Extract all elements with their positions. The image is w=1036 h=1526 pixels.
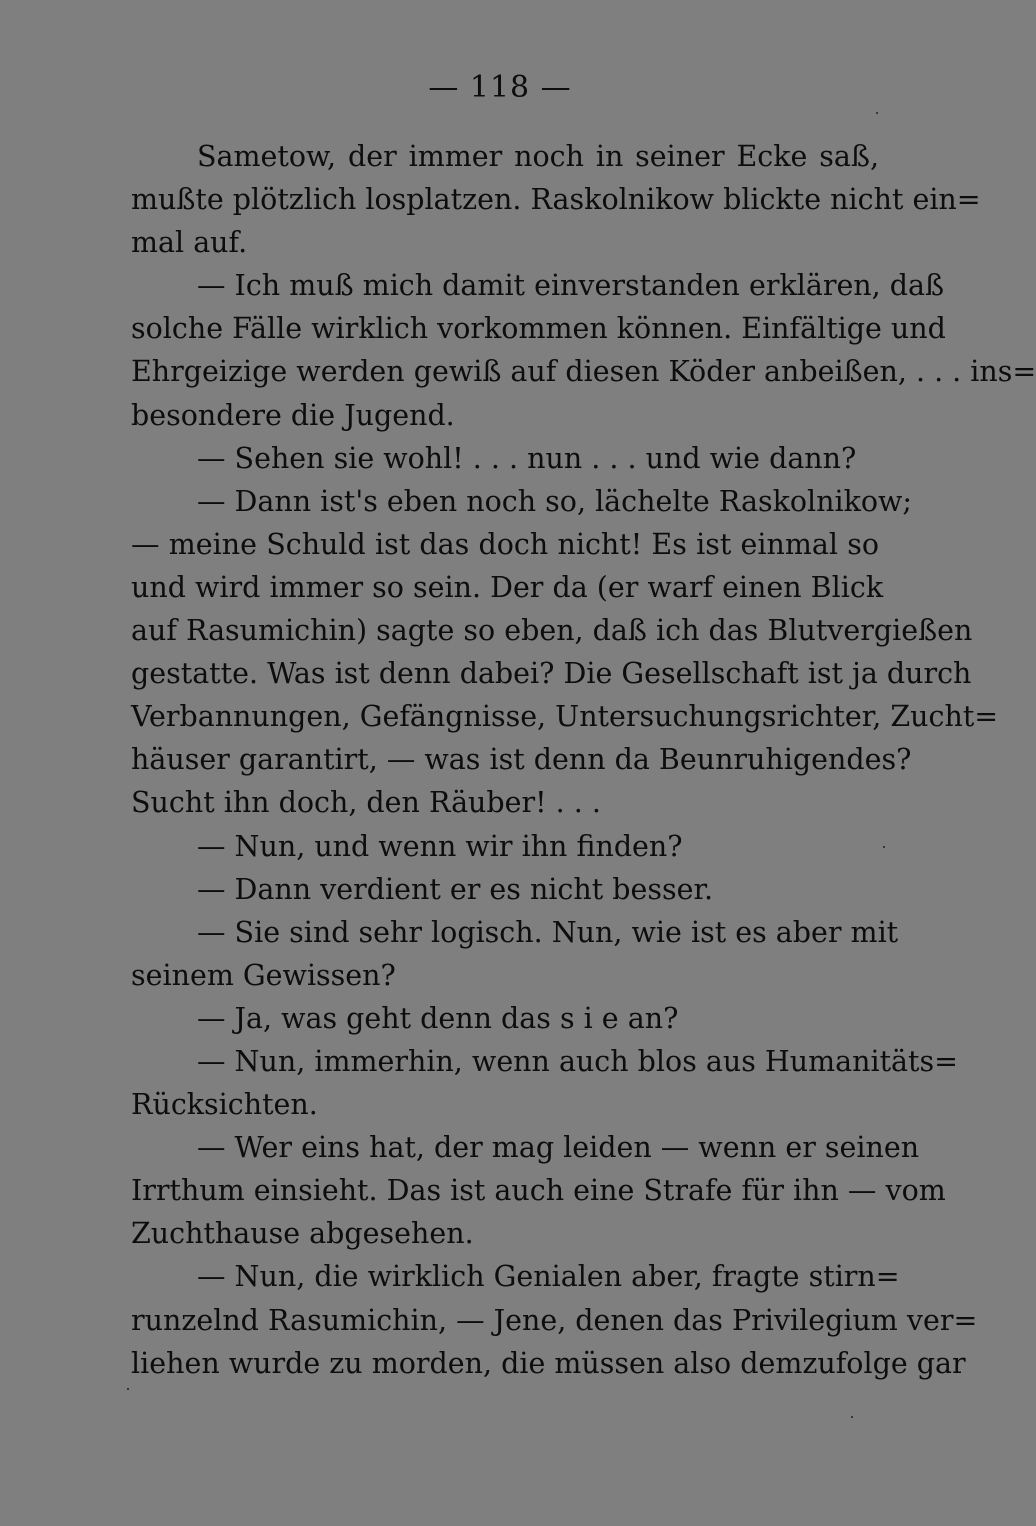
- text-line: — Wer eins hat, der mag leiden — wenn er seinen: [197, 1131, 920, 1165]
- text-line: Sucht ihn doch, den Räuber! . . .: [131, 786, 601, 820]
- text-line: Zuchthause abgesehen.: [131, 1217, 474, 1251]
- text-line: liehen wurde zu morden, die müssen also demzufolge gar: [131, 1346, 966, 1380]
- text-line: — Ja, was geht denn das s i e an?: [197, 1001, 679, 1035]
- text-line: Rücksichten.: [131, 1088, 318, 1122]
- text-line: auf Rasumichin) sagte so eben, daß ich das Blutvergießen: [131, 614, 973, 648]
- text-line: — Sie sind sehr logisch. Nun, wie ist es aber mit: [197, 915, 899, 949]
- text-line: besondere die Jugend.: [131, 398, 455, 432]
- text-line: seinem Gewissen?: [131, 958, 396, 992]
- text-line: Sametow, der immer noch in seiner Ecke saß,: [197, 140, 879, 173]
- text-line: — Sehen sie wohl! . . . nun . . . und wie dann?: [197, 441, 857, 475]
- text-line: — meine Schuld ist das doch nicht! Es ist einmal so: [131, 527, 879, 561]
- text-line: solche Fälle wirklich vorkommen können. Einfältige und: [131, 312, 946, 346]
- text-line: und wird immer so sein. Der da (er warf einen Blick: [131, 570, 884, 604]
- text-line: Ehrgeizige werden gewiß auf diesen Köder anbeißen, . . . ins=: [131, 355, 1036, 389]
- text-line: mal auf.: [131, 226, 248, 260]
- text-line: Verbannungen, Gefängnisse, Untersuchungsrichter, Zucht=: [131, 700, 999, 734]
- body-text: [131, 135, 1036, 1385]
- text-line: — Nun, und wenn wir ihn finden?: [197, 829, 683, 863]
- text-line: Irrthum einsieht. Das ist auch eine Strafe für ihn — vom: [131, 1174, 946, 1208]
- paper-speck: [883, 846, 885, 848]
- text-line: — Dann verdient er es nicht besser.: [197, 872, 714, 906]
- text-line: — Ich muß mich damit einverstanden erklären, daß: [197, 269, 945, 303]
- text-line: gestatte. Was ist denn dabei? Die Gesellschaft ist ja durch: [131, 657, 972, 691]
- text-line: — Nun, die wirklich Genialen aber, fragte stirn=: [197, 1260, 900, 1294]
- text-line: runzelnd Rasumichin, — Jene, denen das Privilegium ver=: [131, 1303, 978, 1337]
- paper-speck: [127, 1388, 129, 1390]
- text-line: häuser garantirt, — was ist denn da Beunruhigendes?: [131, 743, 912, 777]
- paper-speck: [851, 1416, 853, 1418]
- text-line: mußte plötzlich losplatzen. Raskolnikow blickte nicht ein=: [131, 183, 981, 217]
- paper-speck: [876, 112, 878, 114]
- text-line: — Nun, immerhin, wenn auch blos aus Humanitäts=: [197, 1044, 959, 1078]
- page-number: — 118 —: [428, 70, 572, 105]
- text-line: — Dann ist's eben noch so, lächelte Raskolnikow;: [197, 484, 913, 518]
